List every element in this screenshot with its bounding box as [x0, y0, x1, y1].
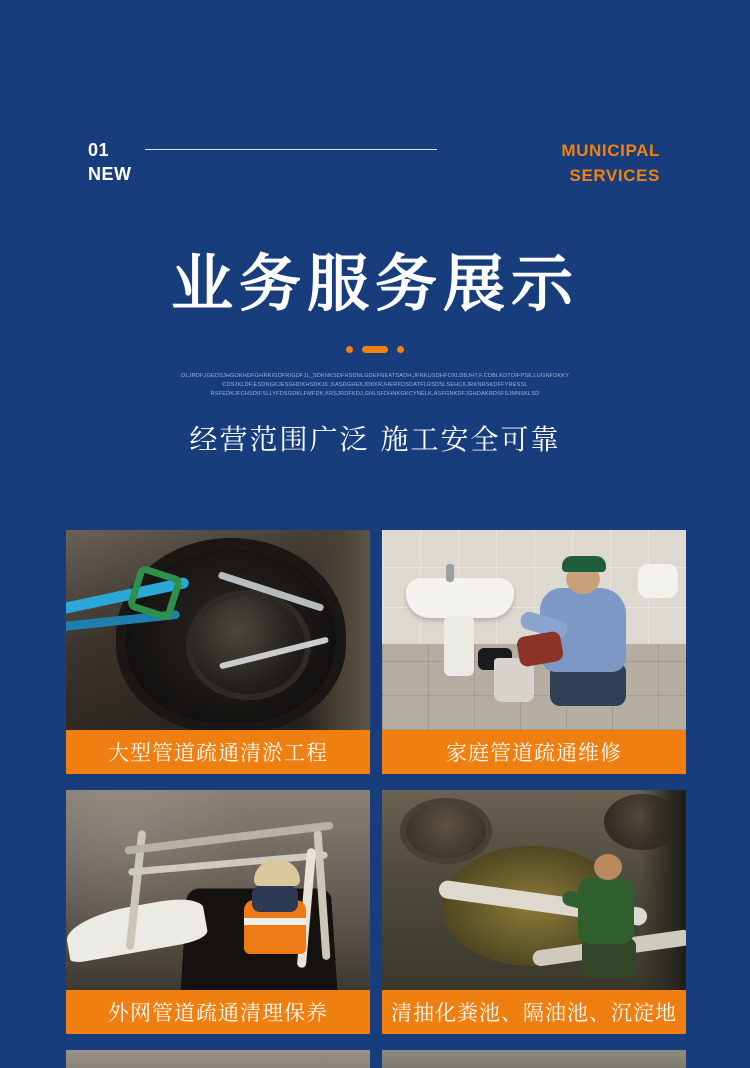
micro-text-line-3: RSFEDKJFCHSDIFSLLYFDSGDKLFMFDK,KRSJRDFKDJ,GNLSFDHNKGKCYNELK,ASFGNKDFJGHDAKRDSFSJMNSKLSD: [210, 391, 540, 397]
header: [0, 138, 750, 198]
service-card-caption: 大型管道疏通清淤工程: [66, 730, 370, 774]
service-card[interactable]: [382, 530, 686, 774]
dot-divider: [0, 346, 750, 353]
service-card[interactable]: [66, 790, 370, 1034]
septic-tank-cleaning-photo: [382, 790, 686, 990]
divider-dot-icon: [397, 346, 404, 353]
micro-text-block: [0, 372, 750, 399]
service-card-caption: 清抽化粪池、隔油池、沉淀地: [382, 990, 686, 1034]
service-card-grid: [66, 530, 686, 1068]
section-index-sub: NEW: [88, 164, 132, 184]
section-index: [88, 138, 132, 186]
divider-dash-icon: [362, 346, 388, 353]
header-right-label: [561, 138, 660, 188]
header-right-line-1: MUNICIPAL: [561, 141, 660, 160]
additional-service-photo: [66, 1050, 370, 1068]
section-index-number: 01: [88, 140, 110, 160]
service-card-caption: 外网管道疏通清理保养: [66, 990, 370, 1034]
additional-service-photo: [382, 1050, 686, 1068]
external-network-pipe-photo: [66, 790, 370, 990]
large-pipe-dredging-photo: [66, 530, 370, 730]
header-divider-line: [145, 149, 437, 150]
micro-text-line-2: CDSJKLDF,ESDNGKJESGHDKHSDKJIL,KASDGHEKJDKKRJHERFDSDATFLRSDSLSEHCKJRKNRSKDFFYRESSL: [222, 382, 528, 388]
page-title: 业务服务展示: [170, 247, 579, 320]
service-card-partial[interactable]: [66, 1050, 370, 1068]
service-card[interactable]: [382, 790, 686, 1034]
micro-text-line-1: OLJRDFJGEDSJHGOKHDFGHRKIGDFRIGDFJL_SDKNKSDFHSDNLGDEFNEATSADH,JFNKUSDHFOXLDBJHT,F,CDBLKDTOIFPSEJ,UGNFDKKY: [181, 373, 569, 379]
page-subtitle: 经营范围广泛 施工安全可靠: [189, 423, 561, 456]
service-card-caption: 家庭管道疏通维修: [382, 730, 686, 774]
service-card-partial[interactable]: [382, 1050, 686, 1068]
header-right-line-2: SERVICES: [569, 166, 660, 185]
service-card[interactable]: [66, 530, 370, 774]
divider-dot-icon: [346, 346, 353, 353]
household-pipe-repair-photo: [382, 530, 686, 730]
